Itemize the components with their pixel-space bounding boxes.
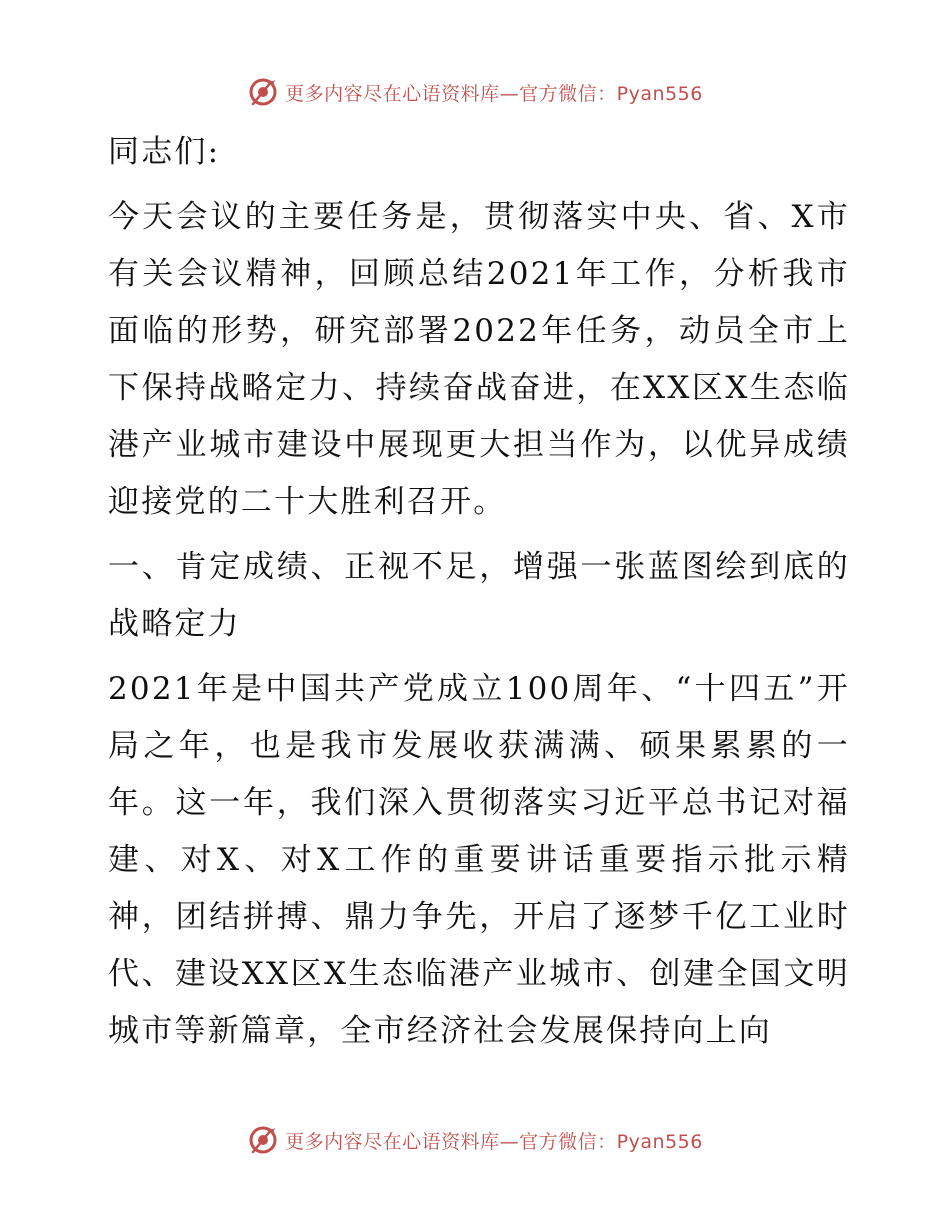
salutation: 同志们: (108, 134, 221, 170)
paragraph-2021-review: 2021年是中国共产党成立100周年、“十四五”开局之年，也是我市发展收获满满、硕果累累的一年。这一年，我们深入贯彻落实习近平总书记对福建、对X、对X工作的重要讲话重要指示批示精神，团结拼搏、鼎力争先，开启了逐梦千亿工业时代、建设XX区X生态临港产业城市、创建全国文明城市等新篇章，全市经济社会发展保持向上向 (108, 671, 850, 1049)
paragraph-intro: 今天会议的主要任务是，贯彻落实中央、省、X市有关会议精神，回顾总结2021年工作，分析我市面临的形势，研究部署2022年任务，动员全市上下保持战略定力、持续奋战奋进，在XX区X生态临港产业城市建设中展现更大担当作为，以优异成绩迎接党的二十大胜利召开。 (108, 199, 850, 520)
watermark-text: 更多内容尽在心语资料库—官方微信：Pyan556 (285, 1130, 703, 1153)
document-body (98, 124, 850, 1060)
section-heading-1: 一、肯定成绩、正视不足，增强一张蓝图绘到底的战略定力 (108, 549, 850, 642)
header-watermark (0, 72, 950, 112)
quill-seal-icon (247, 76, 279, 108)
watermark-text: 更多内容尽在心语资料库—官方微信：Pyan556 (285, 82, 703, 105)
quill-seal-icon (247, 1124, 279, 1156)
footer-watermark (0, 1120, 950, 1160)
